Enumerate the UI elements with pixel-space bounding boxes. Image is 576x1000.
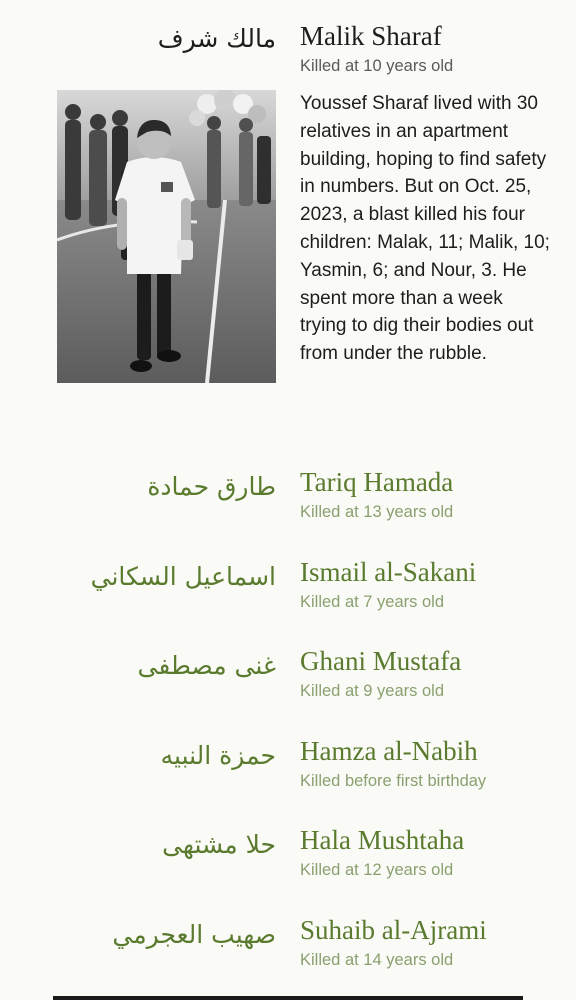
story-text: Youssef Sharaf lived with 30 relatives in an apartment building, hoping to find safety in numbers. But on Oct. 25, 2023, a blast killed his four children: Malak, 11; Malik, 10; Yasmin, 6; and Nour, 3. He spent more than a week trying to dig their bodies out from under the rubble. <box>300 93 550 365</box>
english-name: Ghani Mustafa <box>300 646 462 676</box>
english-name: Hamza al-Nabih <box>300 736 478 766</box>
arabic-name: مالك شرف <box>157 24 276 53</box>
victim-entry <box>0 735 576 805</box>
portrait-photo <box>57 90 276 383</box>
age-caption: Killed at 10 years old <box>300 57 454 75</box>
age-caption: Killed at 12 years old <box>300 861 454 879</box>
featured-entry <box>0 0 576 430</box>
english-name: Ismail al-Sakani <box>300 557 477 587</box>
age-caption: Killed at 14 years old <box>300 951 454 969</box>
victim-entry <box>0 914 576 984</box>
arabic-name: حمزة النبيه <box>160 741 276 770</box>
age-caption: Killed at 13 years old <box>300 503 454 521</box>
arabic-name: طارق حمادة <box>147 472 276 501</box>
victim-entry <box>0 824 576 894</box>
victim-entry <box>0 466 576 536</box>
arabic-name: صهيب العجرمي <box>112 920 276 949</box>
age-caption: Killed before first birthday <box>300 772 487 790</box>
english-name: Hala Mushtaha <box>300 825 465 855</box>
english-name: Malik Sharaf <box>300 21 442 51</box>
age-caption: Killed at 7 years old <box>300 593 444 611</box>
english-name: Suhaib al-Ajrami <box>300 915 487 945</box>
age-caption: Killed at 9 years old <box>300 682 444 700</box>
arabic-name: حلا مشتهى <box>162 830 276 859</box>
victim-entry <box>0 645 576 715</box>
arabic-name: اسماعيل السكاني <box>90 562 276 591</box>
bottom-bar <box>53 996 523 1000</box>
english-name: Tariq Hamada <box>300 467 454 497</box>
victim-entry <box>0 556 576 626</box>
arabic-name: غنى مصطفى <box>137 651 276 680</box>
